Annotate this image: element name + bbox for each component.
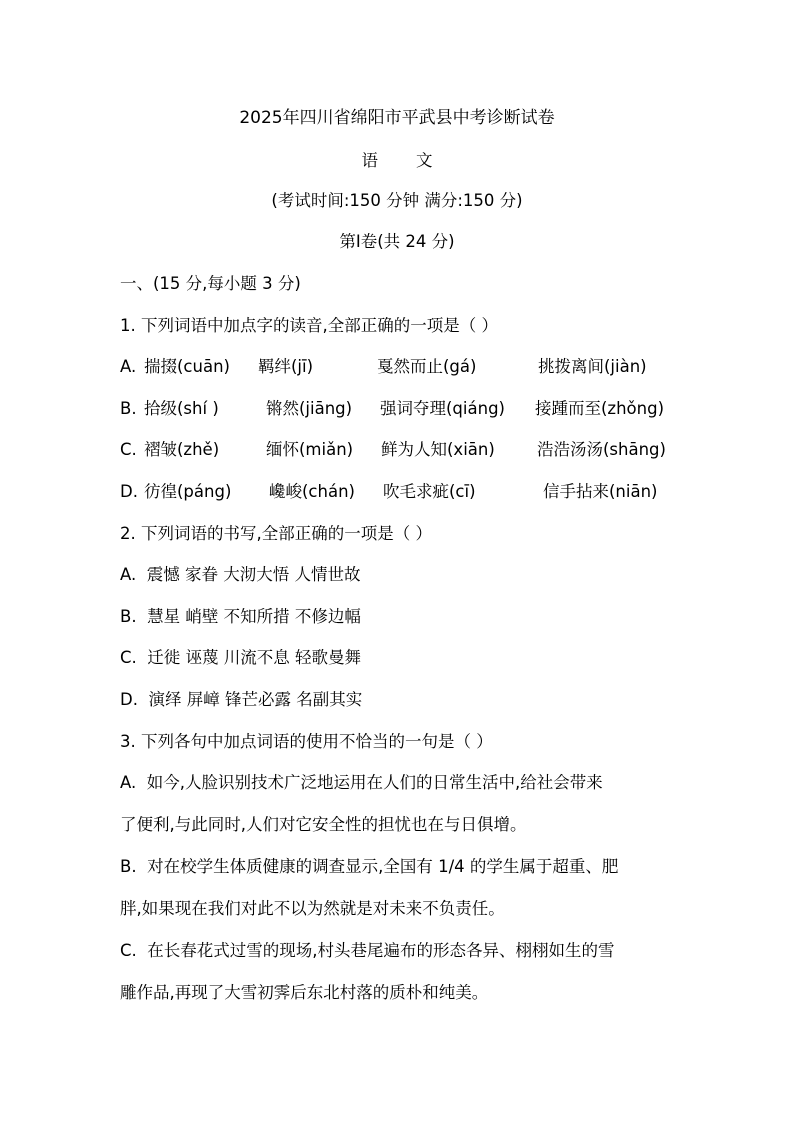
option-text: 演绎 屏嶂 锋芒必露 名副其实: [148, 690, 363, 709]
option-label: B.: [120, 857, 137, 876]
option-text: 迁徙 诬蔑 川流不息 轻歌曼舞: [147, 648, 362, 667]
subject-char-1: 语: [361, 151, 378, 170]
q3-option-b-line-2: 胖,如果现在我们对此不以为然就是对未来不负责任。: [120, 899, 505, 918]
option-item: 戛然而止(gá): [377, 357, 477, 376]
exam-time-info: (考试时间:150 分钟 满分:150 分): [271, 191, 523, 210]
question-3-stem: 3. 下列各句中加点词语的使用不恰当的一句是（ ）: [120, 732, 493, 751]
option-item: 拾级(shí ): [144, 399, 219, 418]
q2-option-a: [120, 564, 361, 586]
option-label: D.: [120, 690, 138, 709]
q3-option-b-line-1: [120, 856, 618, 878]
option-label: C.: [120, 648, 137, 667]
option-item: 挑拨离间(jiàn): [538, 357, 647, 376]
option-item: 羁绊(jī): [258, 357, 314, 376]
option-text: 震憾 家眷 大沏大悟 人情世故: [146, 565, 361, 584]
option-item: 强词夺理(qiáng): [380, 399, 505, 418]
question-1-stem: 1. 下列词语中加点字的读音,全部正确的一项是（ ）: [120, 316, 498, 335]
option-label: C.: [120, 440, 137, 459]
subject-char-2: 文: [416, 151, 433, 170]
q2-option-d: [120, 689, 362, 711]
q2-option-b: [120, 606, 361, 628]
q3-option-c-line-2: 雕作品,再现了大雪初霁后东北村落的质朴和纯美。: [120, 983, 489, 1002]
section-heading: 一、(15 分,每小题 3 分): [120, 274, 301, 293]
option-label: B.: [120, 607, 137, 626]
q2-option-c: [120, 647, 361, 669]
option-label: A.: [120, 773, 137, 792]
q3-option-a-line-1: [120, 772, 603, 794]
option-item: 鲜为人知(xiān): [381, 440, 495, 459]
option-label: C.: [120, 941, 137, 960]
option-item: 浩浩汤汤(shāng): [537, 440, 666, 459]
option-item: 褶皱(zhě): [144, 440, 220, 459]
option-text: 如今,人脸识别技术广泛地运用在人们的日常生活中,给社会带来: [146, 773, 603, 792]
exam-title: 2025年四川省绵阳市平武县中考诊断试卷: [239, 108, 555, 128]
q3-option-c-line-1: [120, 940, 615, 962]
option-item: 接踵而至(zhǒng): [535, 399, 665, 418]
option-label: A.: [120, 357, 137, 376]
part-title: 第Ⅰ卷(共 24 分): [339, 232, 455, 251]
option-item: 吹毛求疵(cī): [383, 482, 476, 501]
q3-option-a-line-2: 了便利,与此同时,人们对它安全性的担忧也在与日俱增。: [120, 815, 527, 834]
option-text: 对在校学生体质健康的调查显示,全国有 1/4 的学生属于超重、肥: [147, 857, 619, 876]
option-item: 巉峻(chán): [269, 482, 355, 501]
option-item: 信手拈来(niān): [543, 482, 658, 501]
option-item: 彷徨(páng): [144, 482, 232, 501]
option-text: 慧星 峭壁 不知所措 不修边幅: [147, 607, 361, 626]
option-label: B.: [120, 399, 137, 418]
option-item: 揣掇(cuān): [144, 357, 230, 376]
option-item: 缅怀(miǎn): [266, 440, 354, 459]
option-label: A.: [120, 565, 137, 584]
subject-label: [0, 150, 794, 172]
option-item: 锵然(jiāng): [266, 399, 353, 418]
question-2-stem: 2. 下列词语的书写,全部正确的一项是（ ）: [120, 524, 432, 543]
option-text: 在长春花式过雪的现场,村头巷尾遍布的形态各异、栩栩如生的雪: [147, 941, 615, 960]
option-label: D.: [120, 482, 138, 501]
